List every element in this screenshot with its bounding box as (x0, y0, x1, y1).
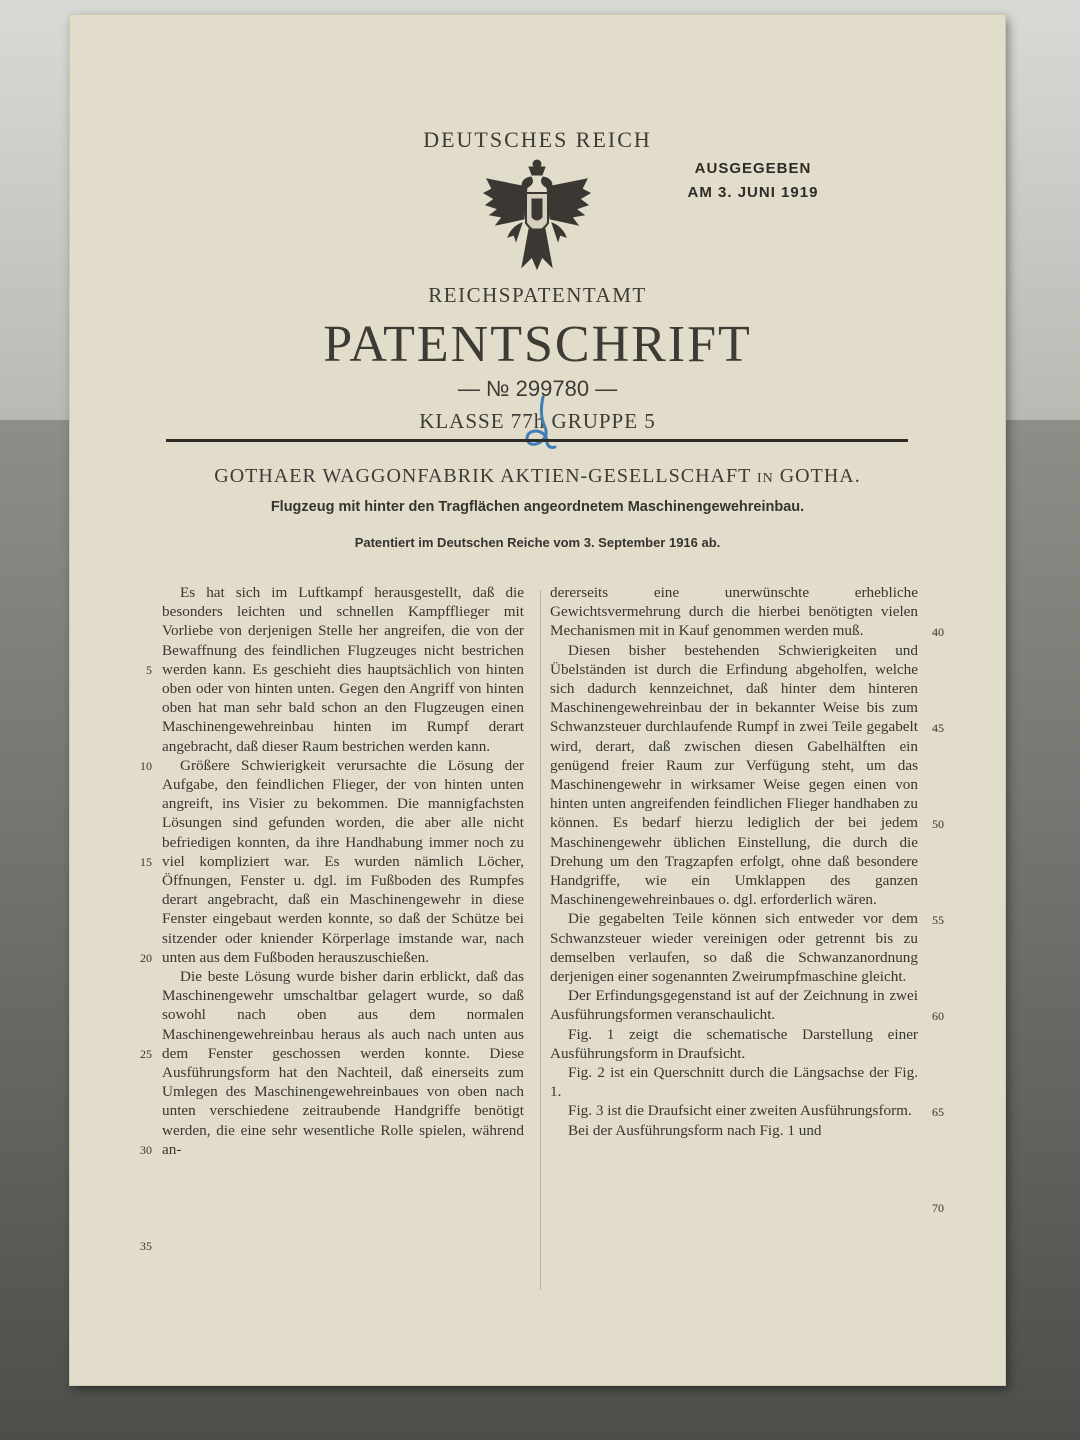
patent-document (70, 15, 1005, 1385)
company-name: GOTHAER WAGGONFABRIK AKTIEN-GESELLSCHAFT (214, 465, 751, 487)
text-column-left (162, 583, 524, 1159)
line-number: 35 (140, 1239, 152, 1253)
company-in: IN (756, 471, 774, 486)
klasse-gruppe: KLASSE 77h GRUPPE 5 (419, 409, 656, 433)
line-number: 25 (140, 1047, 152, 1061)
line-number: 30 (140, 1143, 152, 1157)
line-number: 20 (140, 951, 152, 965)
issue-stamp-line-2: AM 3. JUNI 1919 (687, 184, 819, 201)
handwritten-mark (513, 395, 573, 451)
paragraph: dererseits eine unerwünschte erhebliche Gewichtsvermehrung durch die hierbei benötigten vielen Mechanismen mit in Kauf genommen werden muß. (550, 584, 918, 640)
line-number: 40 (932, 625, 944, 639)
company-city: GOTHA. (779, 465, 861, 487)
patent-date-line: Patentiert im Deutschen Reiche vom 3. September 1916 ab. (354, 535, 721, 550)
paragraph: Bei der Ausführungsform nach Fig. 1 und (568, 1121, 822, 1139)
line-number: 15 (140, 855, 152, 869)
patentschrift-title: PATENTSCHRIFT (323, 316, 752, 373)
issue-stamp (668, 157, 838, 205)
deutsches-reich-heading: DEUTSCHES REICH (423, 127, 652, 152)
paragraph: Fig. 1 zeigt die schematische Darstellung einer Ausführungsform in Draufsicht. (550, 1025, 918, 1062)
line-number: 10 (140, 759, 152, 773)
paragraph: Fig. 2 ist ein Querschnitt durch die Längsachse der Fig. 1. (550, 1064, 918, 1101)
line-number: 60 (932, 1009, 944, 1023)
paragraph: Diesen bisher bestehenden Schwierigkeiten und Übelständen ist durch die Erfindung abgeholfen, welche sich dadurch kennzeichnet, daß hinter dem hinteren Maschinengewehreinbau der in bekannter Weise bis zum Schwanzsteuer durchlaufende Rumpf in zwei Teile gegabelt wird, derart, daß zwischen diesen Gabelhälften ein genügend freier Raum zur Verfügung steht, um das Maschinengewehr in wirksamer Weise gegen einen von hinten unten angreifenden feindlichen Flieger handhaben zu können. Es bedarf hierzu lediglich der bei jedem Maschinengewehr üblichen Einstellung, die durch die Drehung um den Tragzapfen erfolgt, ohne daß besondere Handgriffe, wie ein Umklappen des ganzen Maschinengewehreinbaues o. dgl. erforderlich wären. (550, 641, 918, 909)
company-line (70, 465, 1005, 488)
paragraph: Größere Schwierigkeit verursachte die Lösung der Aufgabe, den feindlichen Flieger, der von hinten unten angreift, ins Visier zu bekommen. Die mannigfachsten Lösungen sind gefunden worden, die aber alle nicht befriedigen konnten, da ihre Handhabung immer noch zu viel kompliziert war. Es wurden nämlich Löcher, Öffnungen, Fenster u. dgl. im Fußboden des Rumpfes derart angebracht, daß ein Maschinengewehr in diese Fenster eingebaut werden konnte, so daß der Schütze bei sitzender oder kniender Körperlage imstande war, nach unten aus dem Fußboden herauszuschießen. (162, 756, 524, 966)
line-number: 55 (932, 913, 944, 927)
line-number: 45 (932, 721, 944, 735)
paragraph: Die gegabelten Teile können sich entweder vor dem Schwanzsteuer wieder vereinigen oder getrennt bis zu demselben verlaufen, so daß die Schwanzanordnung derjenigen einer sogenannten Zweirumpfmaschine gleicht. (550, 910, 918, 986)
paragraph: Es hat sich im Luftkampf herausgestellt, daß die besonders leichten und schnellen Kampfflieger mit Vorliebe von derjenigen Stelle her angreifen, die von der Bewaffnung des feindlichen Flugzeuges nicht bestrichen werden kann. Es geschieht dies hauptsächlich von hinten oben oder von hinten unten. Gegen den Angriff von hinten oben hat man sehr bald schon an den Flugzeugen einen Maschinengewehreinbau hinten im Rumpf derart angebracht, daß dieser Raum bestrichen werden kann. (162, 584, 524, 755)
line-number: 70 (932, 1201, 944, 1215)
line-number: 5 (146, 663, 152, 677)
text-column-right (550, 583, 918, 1140)
paragraph: Der Erfindungsgegenstand ist auf der Zeichnung in zwei Ausführungsformen veranschaulicht. (550, 987, 918, 1024)
line-number: 65 (932, 1105, 944, 1119)
issue-stamp-line-1: AUSGEGEBEN (694, 160, 812, 177)
paragraph: Die beste Lösung wurde bisher darin erblickt, daß das Maschinengewehr umschaltbar gelagert wurde, so daß sowohl nach oben aus dem normalen Maschinengewehreinbau heraus als auch nach unten aus dem Fenster geschossen werden konnte. Diese Ausführungsform hat den Nachteil, daß einerseits zum Umlegen des Maschinengewehreinbaues von oben nach unten verschiedene zeitraubende Handgriffe benötigt werden, die eine sehr wesentliche Rolle spielen, während an- (162, 968, 524, 1158)
patent-subject: Flugzeug mit hinter den Tragflächen angeordnetem Maschinengewehreinbau. (270, 499, 805, 515)
line-number: 50 (932, 817, 944, 831)
imperial-eagle-icon (482, 157, 592, 277)
paragraph: Fig. 3 ist die Draufsicht einer zweiten Ausführungsform. (568, 1102, 912, 1120)
header-rule (166, 439, 908, 442)
patent-number: — № 299780 — (457, 376, 618, 401)
column-divider (540, 590, 541, 1290)
reichspatentamt-heading: REICHSPATENTAMT (428, 283, 647, 307)
